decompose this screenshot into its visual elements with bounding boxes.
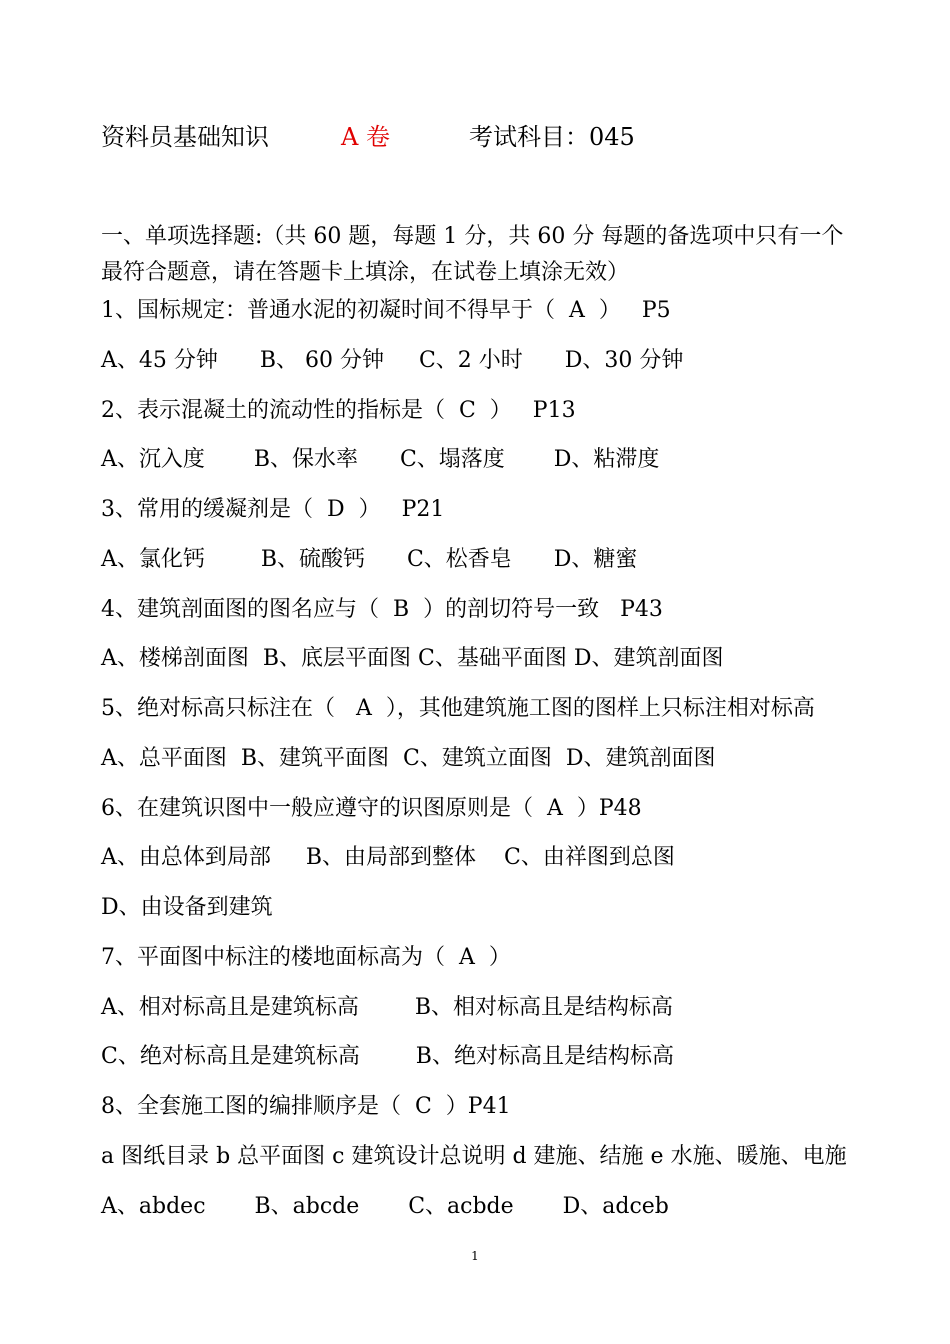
options-line: A、45 分钟 B、 60 分钟 C、2 小时 D、30 分钟 (101, 348, 684, 373)
options-line: C、绝对标高且是建筑标高 B、绝对标高且是结构标高 (101, 1044, 674, 1069)
options-line: A、氯化钙 B、硫酸钙 C、松香皂 D、糖蜜 (101, 547, 638, 572)
exam-title (101, 119, 861, 155)
question-line: 8、全套施工图的编排顺序是（ C ）P41 (101, 1094, 511, 1119)
question-line: 5、绝对标高只标注在（ A ），其他建筑施工图的图样上只标注相对标高 (101, 696, 815, 721)
question-line: 7、平面图中标注的楼地面标高为（ A ） (101, 945, 511, 970)
subject-title: 资料员基础知识 (101, 123, 269, 151)
question-line: 4、建筑剖面图的图名应与（ B ）的剖切符号一致 P43 (101, 597, 663, 622)
options-line: A、abdec B、abcde C、acbde D、adceb (101, 1194, 669, 1219)
options-line: A、总平面图 B、建筑平面图 C、建筑立面图 D、建筑剖面图 (101, 746, 716, 771)
options-line: A、楼梯剖面图 B、底层平面图 C、基础平面图 D、建筑剖面图 (101, 646, 724, 671)
question-line: 6、在建筑识图中一般应遵守的识图原则是（ A ）P48 (101, 796, 642, 821)
exam-code: 考试科目：045 (469, 123, 635, 151)
options-line: A、相对标高且是建筑标高 B、相对标高且是结构标高 (101, 995, 674, 1020)
question-detail-line: a 图纸目录 b 总平面图 c 建筑设计总说明 d 建施、结施 e 水施、暖施、电施 (101, 1144, 847, 1169)
page-number: 1 (471, 1249, 479, 1263)
section-heading: 一、单项选择题:（共 60 题，每题 1 分，共 60 分 每题的备选项中只有一个最符合题意，请在答题卡上填涂，在试卷上填涂无效） (101, 224, 844, 285)
question-line: 1、国标规定：普通水泥的初凝时间不得早于（ A ） P5 (101, 298, 671, 323)
question-line: 3、常用的缓凝剂是（ D ） P21 (101, 497, 445, 522)
options-line: A、沉入度 B、保水率 C、塌落度 D、粘滞度 (101, 447, 660, 472)
options-line: A、由总体到局部 B、由局部到整体 C、由祥图到总图 (101, 845, 675, 870)
question-line: 2、表示混凝土的流动性的指标是（ C ） P13 (101, 398, 576, 423)
options-line: D、由设备到建筑 (101, 895, 273, 920)
paper-label: A 卷 (341, 123, 390, 151)
